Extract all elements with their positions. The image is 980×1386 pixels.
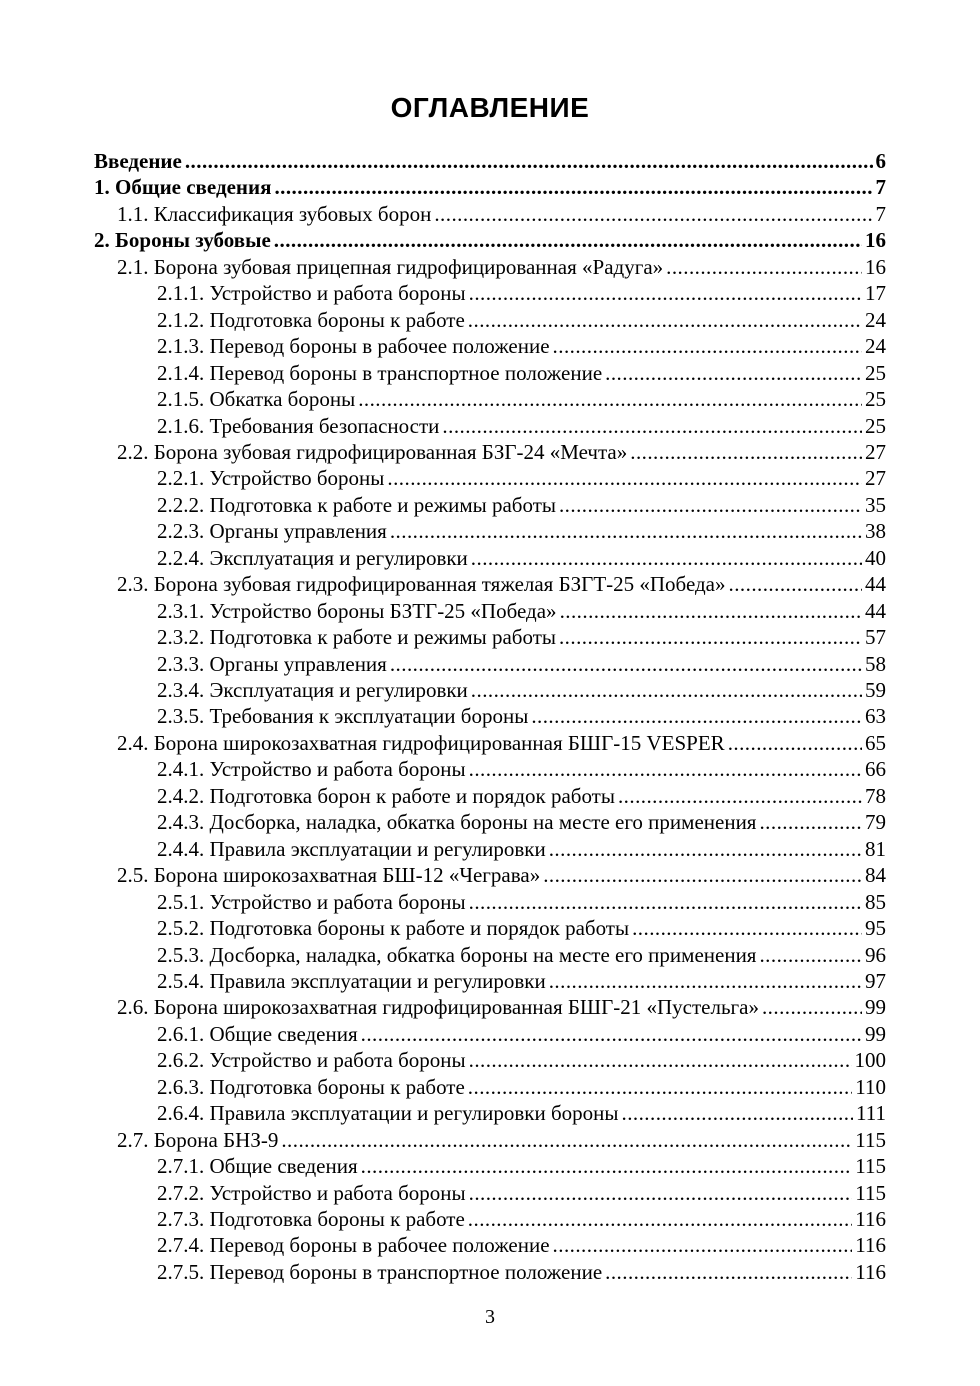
toc-leader-dots <box>543 862 862 888</box>
toc-entry[interactable] <box>157 1180 886 1206</box>
toc-leader-dots <box>358 386 862 412</box>
toc-entry-title: 2.4. Борона широкозахватная гидрофицированная БШГ-15 VESPER <box>117 730 725 755</box>
toc-entry[interactable] <box>94 148 886 174</box>
toc-entry-title: 2.1. Борона зубовая прицепная гидрофицированная «Радуга» <box>117 254 664 279</box>
toc-entry[interactable] <box>157 677 886 703</box>
toc-entry-title: 2.2.4. Эксплуатация и регулировки <box>157 545 468 570</box>
toc-entry[interactable] <box>157 1153 886 1179</box>
toc-entry[interactable] <box>157 651 886 677</box>
toc-entry-page: 116 <box>855 1207 886 1231</box>
toc-entry-page: 17 <box>865 281 886 306</box>
toc-entry[interactable] <box>157 465 886 491</box>
toc-leader-dots <box>390 651 862 677</box>
toc-entry-title: 2.1.2. Подготовка бороны к работе <box>157 307 465 332</box>
toc-entry-page: 115 <box>855 1154 886 1179</box>
toc-entry-page: 115 <box>855 1180 886 1205</box>
toc-entry-title: 2.6. Борона широкозахватная гидрофицированная БШГ-21 «Пустельга» <box>117 995 759 1020</box>
toc-entry-page: 81 <box>865 836 886 861</box>
toc-leader-dots <box>762 994 862 1020</box>
toc-entry-page: 6 <box>875 149 886 173</box>
toc-leader-dots <box>632 915 862 941</box>
toc-entry[interactable] <box>157 492 886 518</box>
toc-entry-title: 2.4.4. Правила эксплуатации и регулировки <box>157 836 546 861</box>
toc-leader-dots <box>469 889 862 915</box>
toc-entry[interactable] <box>157 1259 886 1285</box>
toc-entry[interactable] <box>157 333 886 359</box>
toc-leader-dots <box>442 413 862 439</box>
toc-entry[interactable] <box>117 201 886 227</box>
toc-leader-dots <box>553 1232 853 1258</box>
toc-entry-title: 2.3.3. Органы управления <box>157 651 387 676</box>
toc-entry[interactable] <box>117 862 886 888</box>
toc-entry[interactable] <box>157 386 886 412</box>
toc-entry[interactable] <box>117 254 886 280</box>
toc-entry[interactable] <box>157 598 886 624</box>
toc-entry[interactable] <box>157 1021 886 1047</box>
toc-entry-title: 2.3.5. Требования к эксплуатации бороны <box>157 704 529 729</box>
toc-entry-page: 116 <box>855 1259 886 1284</box>
toc-leader-dots <box>468 1074 852 1100</box>
toc-leader-dots <box>622 1100 854 1126</box>
toc-entry-title: 2.3.2. Подготовка к работе и режимы работы <box>157 625 556 650</box>
toc-leader-dots <box>471 545 862 571</box>
toc-entry[interactable] <box>157 1100 886 1126</box>
toc-leader-dots <box>605 1259 852 1285</box>
toc-entry-page: 84 <box>865 863 886 888</box>
toc-leader-dots <box>531 703 862 729</box>
toc-leader-dots <box>469 756 862 782</box>
toc-entry-page: 7 <box>875 201 886 226</box>
toc-entry[interactable] <box>117 439 886 465</box>
toc-leader-dots <box>549 836 862 862</box>
toc-entry-title: Введение <box>94 149 182 173</box>
toc-entry-title: 1. Общие сведения <box>94 175 272 200</box>
toc-entry-title: 2.4.2. Подготовка борон к работе и порядок работы <box>157 783 615 808</box>
toc-leader-dots <box>274 174 872 200</box>
toc-entry[interactable] <box>157 1047 886 1073</box>
toc-entry-title: 2.4.3. Досборка, наладка, обкатка бороны на месте его применения <box>157 810 757 835</box>
toc-leader-dots <box>560 598 862 624</box>
toc-leader-dots <box>729 571 862 597</box>
toc-leader-dots <box>553 333 862 359</box>
toc-leader-dots <box>759 809 862 835</box>
toc-entry-page: 27 <box>865 466 886 491</box>
toc-entry-page: 111 <box>856 1101 886 1126</box>
toc-entry-page: 97 <box>865 968 886 993</box>
toc-entry-page: 79 <box>865 810 886 835</box>
toc-entry-page: 110 <box>855 1074 886 1099</box>
toc-entry-page: 59 <box>865 678 886 702</box>
toc-entry-title: 1.1. Классификация зубовых борон <box>117 201 432 226</box>
toc-leader-dots <box>549 968 862 994</box>
toc-entry-page: 38 <box>865 519 886 544</box>
toc-entry-title: 2.5.3. Досборка, наладка, обкатка бороны на месте его применения <box>157 942 757 967</box>
toc-leader-dots <box>469 1180 853 1206</box>
toc-entry[interactable] <box>157 545 886 571</box>
toc-entry[interactable] <box>157 1206 886 1232</box>
toc-leader-dots <box>281 1127 852 1153</box>
toc-entry-page: 85 <box>865 889 886 914</box>
toc-leader-dots <box>728 730 862 756</box>
toc-entry-page: 95 <box>865 916 886 941</box>
toc-entry-page: 100 <box>854 1048 886 1073</box>
toc-entry-page: 44 <box>865 598 886 623</box>
toc-entry[interactable] <box>157 756 886 782</box>
toc-entry-title: 2.2.1. Устройство бороны <box>157 466 385 491</box>
toc-leader-dots <box>469 1047 852 1073</box>
toc-entry-page: 27 <box>865 439 886 464</box>
toc-entry-page: 63 <box>865 704 886 729</box>
toc-entry-title: 2.7.5. Перевод бороны в транспортное положение <box>157 1259 603 1284</box>
toc-entry[interactable] <box>157 518 886 544</box>
toc-entry[interactable] <box>157 836 886 862</box>
toc-entry-page: 44 <box>865 572 886 597</box>
toc-entry-title: 2.1.6. Требования безопасности <box>157 413 440 438</box>
toc-leader-dots <box>434 201 872 227</box>
toc-entry-title: 2.5.2. Подготовка бороны к работе и порядок работы <box>157 916 630 941</box>
toc-entry[interactable] <box>94 227 886 253</box>
toc-entry-page: 65 <box>865 730 886 755</box>
toc-entry[interactable] <box>157 783 886 809</box>
toc-leader-dots <box>630 439 862 465</box>
toc-entry-title: 2.5.4. Правила эксплуатации и регулировки <box>157 968 546 993</box>
toc-entry-title: 2.7.3. Подготовка бороны к работе <box>157 1207 465 1231</box>
toc-entry[interactable] <box>157 889 886 915</box>
toc-entry[interactable] <box>157 1232 886 1258</box>
toc-leader-dots <box>468 1206 852 1232</box>
toc-entry[interactable] <box>94 174 886 200</box>
toc-leader-dots <box>361 1153 853 1179</box>
toc-entry-page: 35 <box>865 492 886 517</box>
toc-entry-page: 16 <box>865 254 886 279</box>
toc-entry-title: 2.7.1. Общие сведения <box>157 1154 358 1179</box>
toc-leader-dots <box>274 227 862 253</box>
toc-entry-title: 2.5.1. Устройство и работа бороны <box>157 889 466 914</box>
toc-leader-dots <box>361 1021 862 1047</box>
toc-entry-title: 2.4.1. Устройство и работа бороны <box>157 757 466 782</box>
toc-leader-dots <box>471 677 862 703</box>
toc-entry-title: 2.1.4. Перевод бороны в транспортное положение <box>157 360 603 385</box>
toc-entry-title: 2.6.2. Устройство и работа бороны <box>157 1048 466 1073</box>
toc-entry-page: 25 <box>865 387 886 412</box>
page-number: 3 <box>485 1306 495 1328</box>
toc-entry-page: 99 <box>865 995 886 1020</box>
toc-entry-page: 24 <box>865 334 886 359</box>
toc-entry[interactable] <box>157 968 886 994</box>
toc-entry-title: 2.2. Борона зубовая гидрофицированная БЗГ-24 «Мечта» <box>117 439 628 464</box>
toc-entry[interactable] <box>157 942 886 968</box>
toc-entry-page: 115 <box>855 1127 886 1152</box>
toc-entry[interactable] <box>117 571 886 597</box>
toc-entry-page: 99 <box>865 1021 886 1046</box>
toc-leader-dots <box>387 465 862 491</box>
toc-entry-title: 2. Бороны зубовые <box>94 228 271 253</box>
toc-leader-dots <box>605 360 862 386</box>
toc-entry-title: 2.1.5. Обкатка бороны <box>157 387 356 412</box>
toc-leader-dots <box>666 254 862 280</box>
toc-entry-page: 57 <box>865 625 886 650</box>
toc-entry-title: 2.6.1. Общие сведения <box>157 1021 358 1046</box>
toc-entry-title: 2.6.3. Подготовка бороны к работе <box>157 1074 465 1099</box>
toc-entry[interactable] <box>117 730 886 756</box>
toc-entry-page: 116 <box>855 1233 886 1258</box>
toc-entry-title: 2.7.4. Перевод бороны в рабочее положение <box>157 1233 550 1258</box>
toc-entry[interactable] <box>117 994 886 1020</box>
toc-entry[interactable] <box>157 809 886 835</box>
toc-leader-dots <box>759 942 862 968</box>
toc-entry-page: 7 <box>875 175 886 200</box>
toc-leader-dots <box>559 492 862 518</box>
page-title: ОГЛАВЛЕНИЕ <box>390 92 590 123</box>
toc-entry-page: 25 <box>865 360 886 385</box>
toc-entry-page: 24 <box>865 307 886 332</box>
toc-leader-dots <box>618 783 862 809</box>
toc-entry-page: 66 <box>865 757 886 782</box>
toc-entry[interactable] <box>157 703 886 729</box>
toc-entry[interactable] <box>157 915 886 941</box>
toc-entry-page: 78 <box>865 783 886 808</box>
toc-entry-page: 58 <box>865 651 886 676</box>
toc-entry[interactable] <box>157 1074 886 1100</box>
toc-leader-dots <box>468 307 862 333</box>
toc-entry[interactable] <box>157 413 886 439</box>
toc-entry-title: 2.2.2. Подготовка к работе и режимы работы <box>157 492 556 517</box>
toc-entry-page: 96 <box>865 942 886 967</box>
toc-leader-dots <box>185 148 873 174</box>
toc-entry-title: 2.7.2. Устройство и работа бороны <box>157 1180 466 1205</box>
toc-entry[interactable] <box>117 1127 886 1153</box>
toc-entry-title: 2.5. Борона широкозахватная БШ-12 «Чеграва» <box>117 863 541 888</box>
toc-entry-title: 2.3.1. Устройство бороны БЗТГ-25 «Победа» <box>157 598 557 623</box>
toc-entry-title: 2.1.1. Устройство и работа бороны <box>157 281 466 306</box>
toc-entry-title: 2.3. Борона зубовая гидрофицированная тяжелая БЗГТ-25 «Победа» <box>117 572 726 597</box>
toc-leader-dots <box>469 280 862 306</box>
toc-entry-page: 25 <box>865 413 886 438</box>
toc-leader-dots <box>390 518 862 544</box>
toc-entry-page: 40 <box>865 545 886 570</box>
toc-entry[interactable] <box>157 307 886 333</box>
toc-leader-dots <box>559 624 862 650</box>
toc-entry-title: 2.1.3. Перевод бороны в рабочее положение <box>157 334 550 359</box>
toc-entry[interactable] <box>157 624 886 650</box>
toc-entry-title: 2.3.4. Эксплуатация и регулировки <box>157 678 468 702</box>
toc-entry-page: 16 <box>865 228 886 253</box>
toc-entry-title: 2.6.4. Правила эксплуатации и регулировки бороны <box>157 1101 619 1126</box>
toc-entry[interactable] <box>157 360 886 386</box>
toc-entry[interactable] <box>157 280 886 306</box>
toc-entry-title: 2.7. Борона БНЗ-9 <box>117 1127 279 1152</box>
toc-entry-title: 2.2.3. Органы управления <box>157 519 387 544</box>
